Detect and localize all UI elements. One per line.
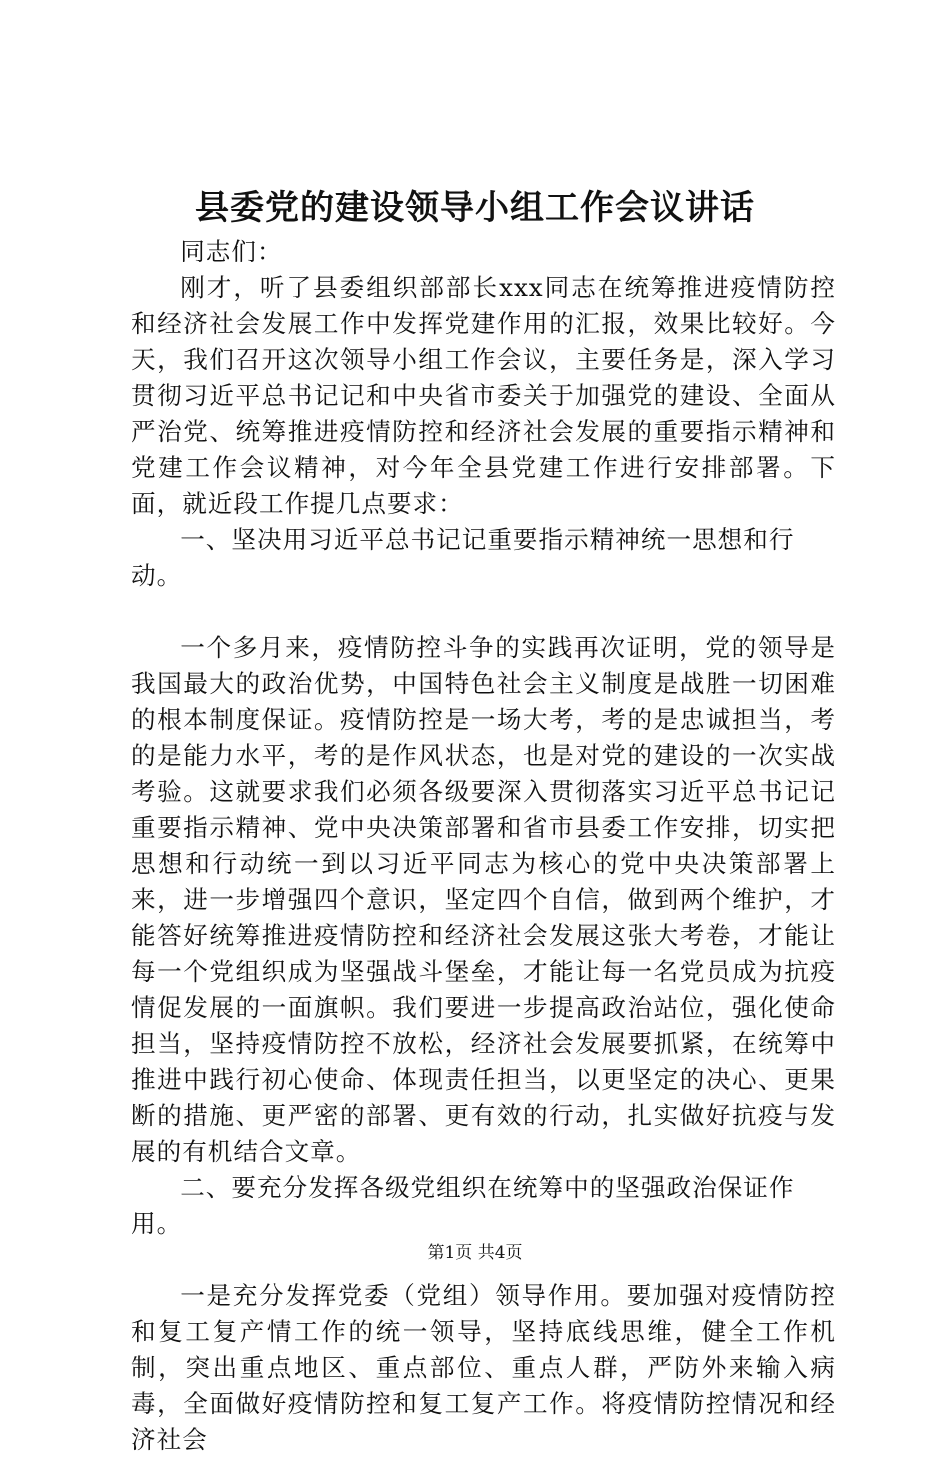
- salutation: 同志们：: [180, 237, 283, 266]
- section-2-paragraph: 一是充分发挥党委（党组）领导作用。要加强对疫情防控和复工复产情工作的统一领导，坚持底线思维，健全工作机制，突出重点地区、重点部位、重点人群，严防外来输入病毒，全面做好疫情防控和复工复产工作。将疫情防控情况和经济社会: [131, 1281, 836, 1454]
- page-footer: 第1页 共4页: [427, 1243, 523, 1263]
- document-title: 县委党的建设领导小组工作会议讲话: [195, 188, 755, 228]
- section-1-paragraph: 一个多月来，疫情防控斗争的实践再次证明，党的领导是我国最大的政治优势，中国特色社会主义制度是战胜一切困难的根本制度保证。疫情防控是一场大考，考的是忠诚担当，考的是能力水平，考的是作风状态，也是对党的建设的一次实战考验。这就要求我们必须各级要深入贯彻落实习近平总书记记重要指示精神、党中央决策部署和省市县委工作安排，切实把思想和行动统一到以习近平同志为核心的党中央决策部署上来，进一步增强四个意识，坚定四个自信，做到两个维护，才能答好统筹推进疫情防控和经济社会发展这张大考卷，才能让每一个党组织成为坚强战斗堡垒，才能让每一名党员成为抗疫情促发展的一面旗帜。我们要进一步提高政治站位，强化使命担当，坚持疫情防控不放松，经济社会发展要抓紧，在统筹中推进中践行初心使命、体现责任担当，以更坚定的决心、更果断的措施、更严密的部署、更有效的行动，扎实做好抗疫与发展的有机结合文章。: [131, 633, 836, 1166]
- document-body: [131, 234, 836, 1458]
- section-heading-2: 二、要充分发挥各级党组织在统筹中的坚强政治保证作用。: [131, 1173, 795, 1238]
- intro-paragraph: 刚才，听了县委组织部部长xxx同志在统筹推进疫情防控和经济社会发展工作中发挥党建作用的汇报，效果比较好。今天，我们召开这次领导小组工作会议，主要任务是，深入学习贯彻习近平总书记记和中央省市委关于加强党的建设、全面从严治党、统筹推进疫情防控和经济社会发展的重要指示精神和党建工作会议精神，对今年全县党建工作进行安排部署。下面，就近段工作提几点要求：: [131, 273, 836, 518]
- section-heading-1: 一、坚决用习近平总书记记重要指示精神统一思想和行动。: [131, 525, 795, 590]
